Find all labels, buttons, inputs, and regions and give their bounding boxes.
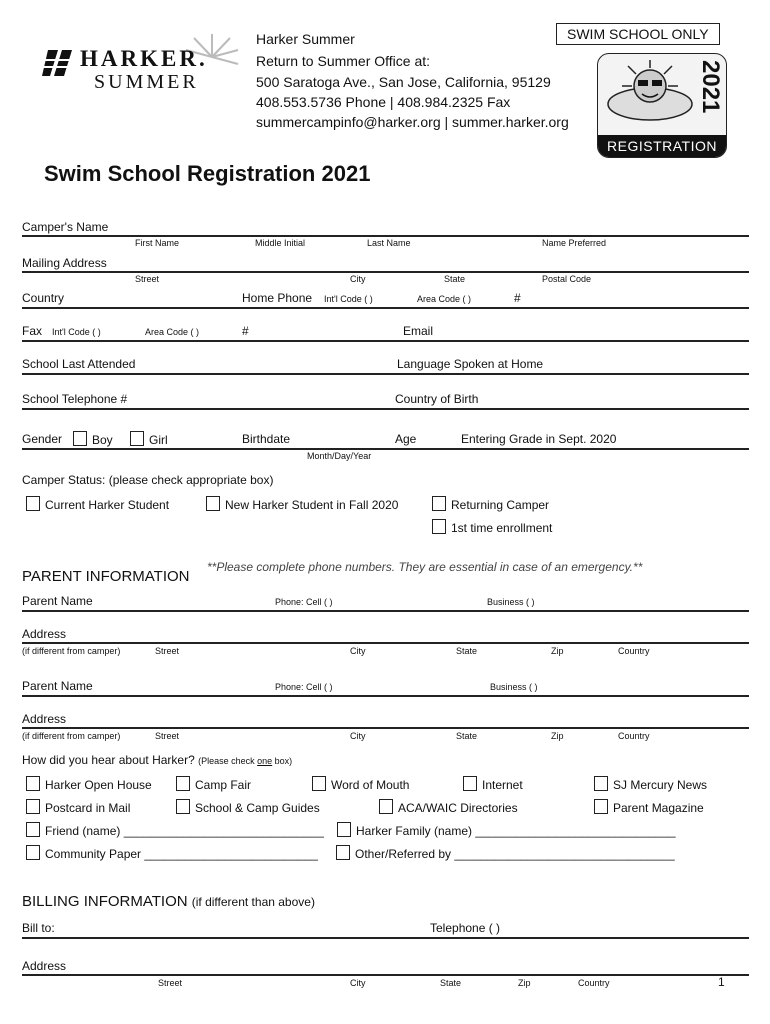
parent2-city: City — [350, 731, 366, 741]
parent2-if-different: (if different from camper) — [22, 731, 121, 741]
internet-checkbox[interactable] — [463, 776, 477, 791]
parent1-zip: Zip — [551, 646, 564, 656]
street-label: Street — [135, 274, 160, 284]
parent-magazine-checkbox[interactable] — [594, 799, 608, 814]
returning-option[interactable] — [432, 496, 549, 512]
home-area-code: Area Code ( ) — [417, 294, 472, 304]
postal-code-label: Postal Code — [542, 274, 592, 284]
internet-option[interactable]: Internet — [463, 776, 523, 792]
parent2-business-label: Business ( ) — [490, 682, 538, 692]
parent2-cell-label: Phone: Cell ( ) — [275, 682, 333, 692]
country-phone-line[interactable] — [22, 307, 749, 309]
parent1-street: Street — [155, 646, 180, 656]
home-phone-label: Home Phone — [242, 291, 313, 305]
birthdate-label: Birthdate — [242, 432, 291, 446]
home-intl-code: Int'l Code ( ) — [324, 294, 373, 304]
new-student-checkbox[interactable] — [206, 496, 220, 511]
open-house-option[interactable]: Harker Open House — [26, 776, 152, 792]
guides-option[interactable]: School & Camp Guides — [176, 799, 320, 815]
parent1-cell-label: Phone: Cell ( ) — [275, 597, 333, 607]
school-last-label: School Last Attended — [22, 357, 136, 371]
parent1-state: State — [456, 646, 478, 656]
parent2-zip: Zip — [551, 731, 564, 741]
gender-label: Gender — [22, 432, 63, 446]
postcard-checkbox[interactable] — [26, 799, 40, 814]
billing-zip: Zip — [518, 978, 531, 988]
country-birth-label: Country of Birth — [395, 392, 479, 406]
year-text: 2021 — [697, 60, 724, 114]
country-label: Country — [22, 291, 65, 305]
name-preferred-label: Name Preferred — [542, 238, 607, 248]
billing-heading-note: (if different than above) — [191, 895, 315, 909]
billing-address-line[interactable] — [22, 974, 749, 976]
parent1-country: Country — [618, 646, 650, 656]
swim-school-badge: SWIM SCHOOL ONLY — [556, 23, 720, 45]
camp-fair-option[interactable]: Camp Fair — [176, 776, 251, 792]
other-referred-checkbox[interactable] — [336, 845, 350, 860]
fax-label: Fax — [22, 324, 43, 338]
phone-fax: 408.553.5736 Phone | 408.984.2325 Fax — [256, 94, 511, 110]
parent2-street: Street — [155, 731, 180, 741]
first-name-label: First Name — [135, 238, 180, 248]
sun-mascot-icon — [600, 56, 700, 136]
year-emblem — [597, 53, 727, 158]
language-label: Language Spoken at Home — [397, 357, 544, 371]
parent2-name-line[interactable] — [22, 695, 749, 697]
boy-checkbox[interactable] — [73, 431, 87, 446]
returning-checkbox[interactable] — [432, 496, 446, 511]
current-student-checkbox[interactable] — [26, 496, 40, 511]
community-paper-checkbox[interactable] — [26, 845, 40, 860]
harker-family-checkbox[interactable] — [337, 822, 351, 837]
fax-hash: # — [242, 324, 249, 338]
first-time-option[interactable] — [432, 519, 552, 535]
friend-checkbox[interactable] — [26, 822, 40, 837]
parent2-country: Country — [618, 731, 650, 741]
acawaic-option[interactable]: ACA/WAIC Directories — [379, 799, 518, 815]
school-telephone-label: School Telephone # — [22, 392, 128, 406]
age-label: Age — [395, 432, 417, 446]
parent-info-heading: PARENT INFORMATION — [22, 568, 190, 585]
billing-address-label: Address — [22, 959, 67, 973]
hear-about-question: How did you hear about Harker? — [22, 753, 195, 767]
billing-country: Country — [578, 978, 610, 988]
parent1-city: City — [350, 646, 366, 656]
mailing-address-line[interactable] — [22, 271, 749, 273]
bill-to-line[interactable] — [22, 937, 749, 939]
billing-city: City — [350, 978, 366, 988]
logo-mark-icon — [42, 48, 78, 78]
harker-family-option[interactable]: Harker Family (name) ______________________________ — [337, 822, 676, 838]
billing-telephone-label: Telephone ( ) — [430, 921, 501, 935]
hear-about-label — [22, 753, 292, 767]
page-title: Swim School Registration 2021 — [44, 161, 371, 186]
current-student-option[interactable] — [26, 496, 169, 512]
bill-to-label: Bill to: — [22, 921, 55, 935]
parent2-address-label: Address — [22, 712, 67, 726]
postcard-option[interactable]: Postcard in Mail — [26, 799, 130, 815]
billing-street: Street — [158, 978, 183, 988]
home-hash: # — [514, 291, 521, 305]
first-time-checkbox[interactable] — [432, 519, 446, 534]
camper-status-label: Camper Status: (please check appropriate box) — [22, 473, 274, 487]
hear-about-note: (Please check one box) — [198, 756, 293, 766]
girl-checkbox[interactable] — [130, 431, 144, 446]
word-of-mouth-checkbox[interactable] — [312, 776, 326, 791]
sj-mercury-option[interactable]: SJ Mercury News — [594, 776, 707, 792]
parent-magazine-option[interactable]: Parent Magazine — [594, 799, 704, 815]
billing-heading: BILLING INFORMATION (if different than above) — [22, 893, 315, 910]
word-of-mouth-option[interactable]: Word of Mouth — [312, 776, 409, 792]
last-name-label: Last Name — [367, 238, 411, 248]
logo-text-bottom: SUMMER — [94, 71, 199, 93]
middle-initial-label: Middle Initial — [255, 238, 306, 248]
parent1-name-line[interactable] — [22, 610, 749, 612]
parent1-business-label: Business ( ) — [487, 597, 535, 607]
logo-text-top: HARKER. — [80, 46, 208, 71]
parent1-address-line[interactable] — [22, 642, 749, 644]
girl-option[interactable] — [130, 431, 168, 447]
current-student-label: Current Harker Student — [45, 498, 170, 512]
parent1-if-different: (if different from camper) — [22, 646, 121, 656]
school-language-line[interactable] — [22, 373, 749, 375]
parent1-name-label: Parent Name — [22, 594, 93, 608]
parent2-address-line[interactable] — [22, 727, 749, 729]
community-paper-option[interactable]: Community Paper __________________________ — [26, 845, 318, 861]
open-house-checkbox[interactable] — [26, 776, 40, 791]
org-name: Harker Summer — [256, 31, 355, 47]
office-address: 500 Saratoga Ave., San Jose, California, 95129 — [256, 74, 551, 90]
return-to: Return to Summer Office at: — [256, 53, 431, 69]
boy-label: Boy — [92, 433, 113, 447]
camper-name-label: Camper's Name — [22, 220, 109, 234]
city-label: City — [350, 274, 366, 284]
returning-label: Returning Camper — [451, 498, 550, 512]
registration-band: REGISTRATION — [598, 135, 726, 157]
fax-intl-code: Int'l Code ( ) — [52, 327, 101, 337]
sj-mercury-checkbox[interactable] — [594, 776, 608, 791]
gender-line[interactable] — [22, 448, 749, 450]
parent1-address-label: Address — [22, 627, 67, 641]
email-label: Email — [403, 324, 434, 338]
girl-label: Girl — [149, 433, 168, 447]
email-web: summercampinfo@harker.org | summer.harker.org — [256, 114, 569, 130]
entering-grade-label: Entering Grade in Sept. 2020 — [461, 432, 617, 446]
parent2-state: State — [456, 731, 478, 741]
fax-area-code: Area Code ( ) — [145, 327, 200, 337]
page-number: 1 — [718, 975, 725, 989]
guides-checkbox[interactable] — [176, 799, 190, 814]
new-student-label: New Harker Student in Fall 2020 — [225, 498, 399, 512]
fax-email-line[interactable] — [22, 340, 749, 342]
friend-option[interactable]: Friend (name) ______________________________ — [26, 822, 324, 838]
emergency-note: **Please complete phone numbers. They are essential in case of an emergency.** — [207, 560, 643, 574]
state-label: State — [444, 274, 466, 284]
mailing-address-label: Mailing Address — [22, 256, 107, 270]
new-student-option[interactable] — [206, 496, 398, 512]
acawaic-checkbox[interactable] — [379, 799, 393, 814]
camp-fair-checkbox[interactable] — [176, 776, 190, 791]
other-referred-option[interactable]: Other/Referred by _________________________________ — [336, 845, 675, 861]
boy-option[interactable] — [73, 431, 113, 447]
camper-name-line[interactable] — [22, 235, 749, 237]
harker-logo — [42, 40, 232, 96]
school-tel-line[interactable] — [22, 408, 749, 410]
parent2-name-label: Parent Name — [22, 679, 93, 693]
first-time-label: 1st time enrollment — [451, 521, 553, 535]
mdy-label: Month/Day/Year — [307, 451, 372, 461]
billing-state: State — [440, 978, 462, 988]
